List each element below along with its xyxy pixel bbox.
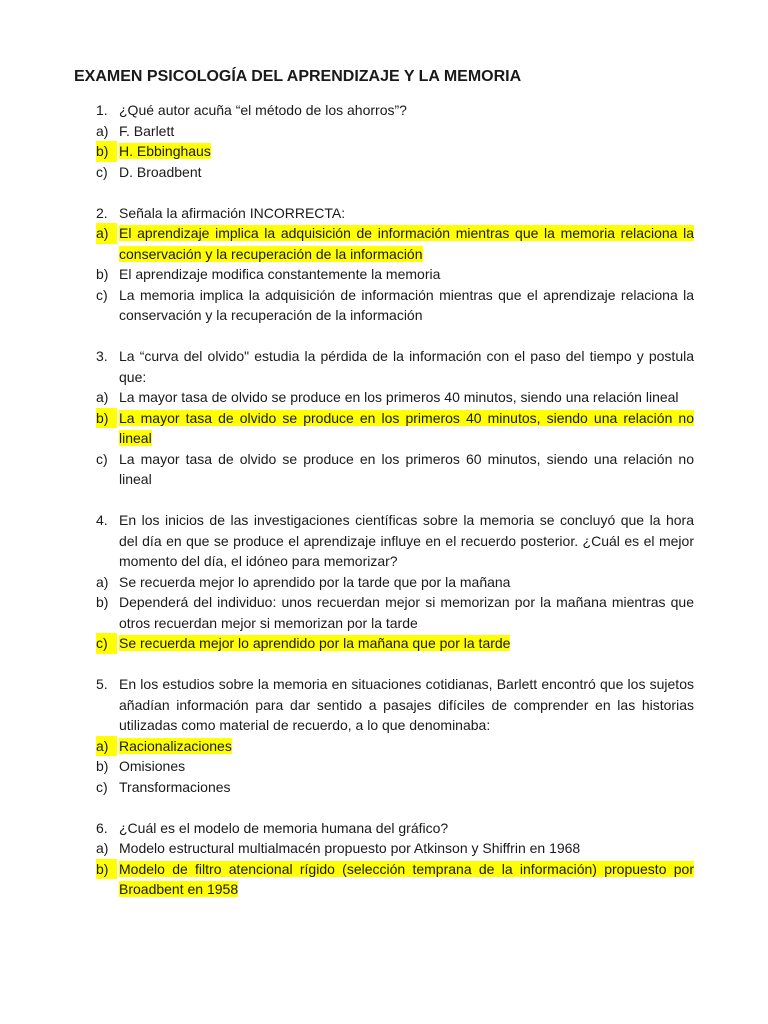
- question-2-option-c-marker: c): [96, 286, 108, 303]
- question-1-option-a-marker-cell: [0, 121, 119, 142]
- question-3-option-a: [0, 387, 768, 408]
- question-3-stem: [0, 346, 768, 387]
- question-5-stem-text: En los estudios sobre la memoria en situaciones cotidianas, Barlett encontró que los sujetos añadían información para dar sentido a pasajes difíciles de comprender en las historias utilizadas como material de recuerdo, a lo que denominaba:: [119, 676, 694, 733]
- question-5-option-c-marker: c): [96, 778, 108, 795]
- question-2-option-b: [0, 264, 768, 285]
- question-4-option-b-text: Dependerá del individuo: unos recuerdan mejor si memorizan por la mañana mientras que otros recuerdan mejor si memorizan por la tarde: [119, 594, 694, 631]
- question-5-option-a: [0, 736, 768, 757]
- question-4-option-c: [0, 633, 768, 654]
- question-4-option-a-marker: a): [96, 573, 109, 590]
- question-3-option-c-text-cell: [119, 449, 694, 490]
- question-1-option-b-text-cell: [119, 141, 694, 162]
- question-6-option-a: [0, 838, 768, 859]
- question-2-option-b-marker-cell: [0, 264, 119, 285]
- question-5-option-b-marker: b): [96, 758, 109, 774]
- question-3-option-b-text: La mayor tasa de olvido se produce en los primeros 40 minutos, siendo una relación no lineal: [119, 409, 694, 446]
- question-1-option-c-marker-cell: [0, 162, 119, 183]
- question-6-stem: [0, 818, 768, 839]
- question-3-stem-text: La “curva del olvido" estudia la pérdida de la información con el paso del tiempo y postula que:: [119, 348, 694, 385]
- question-4-option-c-marker-cell: [0, 633, 119, 654]
- question-6-option-b-marker: b): [96, 859, 117, 880]
- question-1-stem-text: ¿Qué autor acuña “el método de los ahorros”?: [119, 102, 407, 118]
- question-2-option-c-marker-cell: [0, 285, 119, 326]
- question-1-option-c-text-cell: [119, 162, 694, 183]
- question-6-stem-marker-cell: [0, 818, 119, 839]
- question-4-option-c-marker: c): [96, 633, 117, 654]
- question-5-option-a-marker-cell: [0, 736, 119, 757]
- question-2-stem-text-cell: [119, 203, 694, 224]
- question-2-option-c-text: La memoria implica la adquisición de información mientras que el aprendizaje relaciona la conservación y la recuperación de la información: [119, 286, 694, 323]
- question-1-option-a-marker: a): [96, 122, 109, 139]
- question-1-option-c: [0, 162, 768, 183]
- question-5-option-c-text-cell: [119, 777, 694, 798]
- question-2-stem-marker-cell: [0, 203, 119, 224]
- question-2-option-b-marker: b): [96, 266, 109, 282]
- question-1-option-a-text: F. Barlett: [119, 122, 175, 139]
- question-3-stem-marker: 3.: [96, 348, 108, 364]
- question-4-option-c-text-cell: [119, 633, 694, 654]
- question-2-stem-text: Señala la afirmación INCORRECTA:: [119, 204, 346, 221]
- question-1-option-c-marker: c): [96, 163, 108, 180]
- question-3: [0, 346, 768, 490]
- question-list: [0, 100, 768, 920]
- question-1-stem-text-cell: [119, 100, 694, 121]
- question-2-option-a-text-cell: [119, 223, 694, 264]
- question-3-stem-marker-cell: [0, 346, 119, 387]
- question-5-stem: [0, 674, 768, 736]
- question-4-option-b: [0, 592, 768, 633]
- question-6-stem-text-cell: [119, 818, 694, 839]
- question-4-option-a-text: Se recuerda mejor lo aprendido por la tarde que por la mañana: [119, 573, 511, 590]
- question-3-option-c-marker: c): [96, 450, 108, 467]
- question-6-stem-text: ¿Cuál es el modelo de memoria humana del gráfico?: [119, 819, 449, 836]
- question-4-option-b-marker-cell: [0, 592, 119, 633]
- question-5-stem-text-cell: [119, 674, 694, 736]
- question-4-option-c-text: Se recuerda mejor lo aprendido por la mañana que por la tarde: [119, 635, 511, 651]
- question-2-stem-marker: 2.: [96, 204, 108, 221]
- question-5-option-a-text-cell: [119, 736, 694, 757]
- question-5-option-c-marker-cell: [0, 777, 119, 798]
- question-4-stem-marker-cell: [0, 510, 119, 572]
- question-2: [0, 203, 768, 326]
- question-5-stem-marker: 5.: [96, 676, 108, 692]
- question-3-option-b: [0, 408, 768, 449]
- question-6-option-a-text: Modelo estructural multialmacén propuesto por Atkinson y Shiffrin en 1968: [119, 840, 581, 856]
- question-2-option-a-text: El aprendizaje implica la adquisición de información mientras que la memoria relaciona la conservación y la recuperación de la información: [119, 225, 694, 262]
- question-6-stem-marker: 6.: [96, 819, 108, 836]
- question-5-option-b-text-cell: [119, 756, 694, 777]
- question-1-stem: [0, 100, 768, 121]
- question-1: [0, 100, 768, 182]
- question-6-option-b: [0, 859, 768, 900]
- question-4-stem: [0, 510, 768, 572]
- question-1-stem-marker-cell: [0, 100, 119, 121]
- question-4-stem-text-cell: [119, 510, 694, 572]
- question-3-option-c-text: La mayor tasa de olvido se produce en los primeros 60 minutos, siendo una relación no lineal: [119, 450, 694, 487]
- question-2-option-b-text-cell: [119, 264, 694, 285]
- question-1-option-b: [0, 141, 768, 162]
- question-2-option-a: [0, 223, 768, 264]
- question-5-option-b-marker-cell: [0, 756, 119, 777]
- question-3-option-c-marker-cell: [0, 449, 119, 490]
- question-3-stem-text-cell: [119, 346, 694, 387]
- question-5-option-c-text: Transformaciones: [119, 778, 231, 795]
- question-1-option-a-text-cell: [119, 121, 694, 142]
- question-6-option-a-text-cell: [119, 838, 694, 859]
- question-1-stem-marker: 1.: [96, 102, 108, 118]
- question-6-option-a-marker: a): [96, 840, 109, 856]
- question-3-option-a-marker-cell: [0, 387, 119, 408]
- question-1-option-c-text: D. Broadbent: [119, 163, 202, 180]
- question-1-option-b-marker-cell: [0, 141, 119, 162]
- page-title: EXAMEN PSICOLOGÍA DEL APRENDIZAJE Y LA MEMORIA: [74, 68, 522, 85]
- question-4-stem-marker: 4.: [96, 512, 108, 528]
- question-4-option-b-text-cell: [119, 592, 694, 633]
- question-4: [0, 510, 768, 654]
- question-5-option-a-text: Racionalizaciones: [119, 737, 232, 754]
- question-2-option-a-marker-cell: [0, 223, 119, 264]
- question-5: [0, 674, 768, 797]
- question-3-option-b-text-cell: [119, 408, 694, 449]
- question-2-option-b-text: El aprendizaje modifica constantemente la memoria: [119, 266, 441, 282]
- question-2-option-c-text-cell: [119, 285, 694, 326]
- question-5-option-b-text: Omisiones: [119, 758, 186, 774]
- question-5-option-a-marker: a): [96, 736, 117, 757]
- question-3-option-b-marker-cell: [0, 408, 119, 449]
- question-2-stem: [0, 203, 768, 224]
- question-4-option-a-marker-cell: [0, 572, 119, 593]
- question-5-stem-marker-cell: [0, 674, 119, 736]
- question-6: [0, 818, 768, 900]
- question-6-option-b-text: Modelo de filtro atencional rígido (selección temprana de la información) propuesto por Broadbent en 1958: [119, 860, 694, 897]
- question-6-option-b-text-cell: [119, 859, 694, 900]
- question-1-option-b-text: H. Ebbinghaus: [119, 143, 211, 159]
- question-3-option-c: [0, 449, 768, 490]
- question-4-option-b-marker: b): [96, 594, 109, 610]
- question-6-option-b-marker-cell: [0, 859, 119, 900]
- question-3-option-a-text-cell: [119, 387, 694, 408]
- question-5-option-b: [0, 756, 768, 777]
- question-6-option-a-marker-cell: [0, 838, 119, 859]
- question-4-option-a-text-cell: [119, 572, 694, 593]
- question-3-option-a-marker: a): [96, 389, 109, 405]
- question-4-stem-text: En los inicios de las investigaciones científicas sobre la memoria se concluyó que la hora del día en que se produce el aprendizaje influye en el recuerdo posterior. ¿Cuál es el mejor momento del día, el idóneo para memorizar?: [119, 512, 694, 569]
- question-2-option-a-marker: a): [96, 223, 117, 244]
- question-1-option-b-marker: b): [96, 141, 117, 162]
- question-3-option-a-text: La mayor tasa de olvido se produce en los primeros 40 minutos, siendo una relación lineal: [119, 389, 679, 405]
- question-5-option-c: [0, 777, 768, 798]
- question-3-option-b-marker: b): [96, 408, 117, 429]
- question-1-option-a: [0, 121, 768, 142]
- question-2-option-c: [0, 285, 768, 326]
- question-4-option-a: [0, 572, 768, 593]
